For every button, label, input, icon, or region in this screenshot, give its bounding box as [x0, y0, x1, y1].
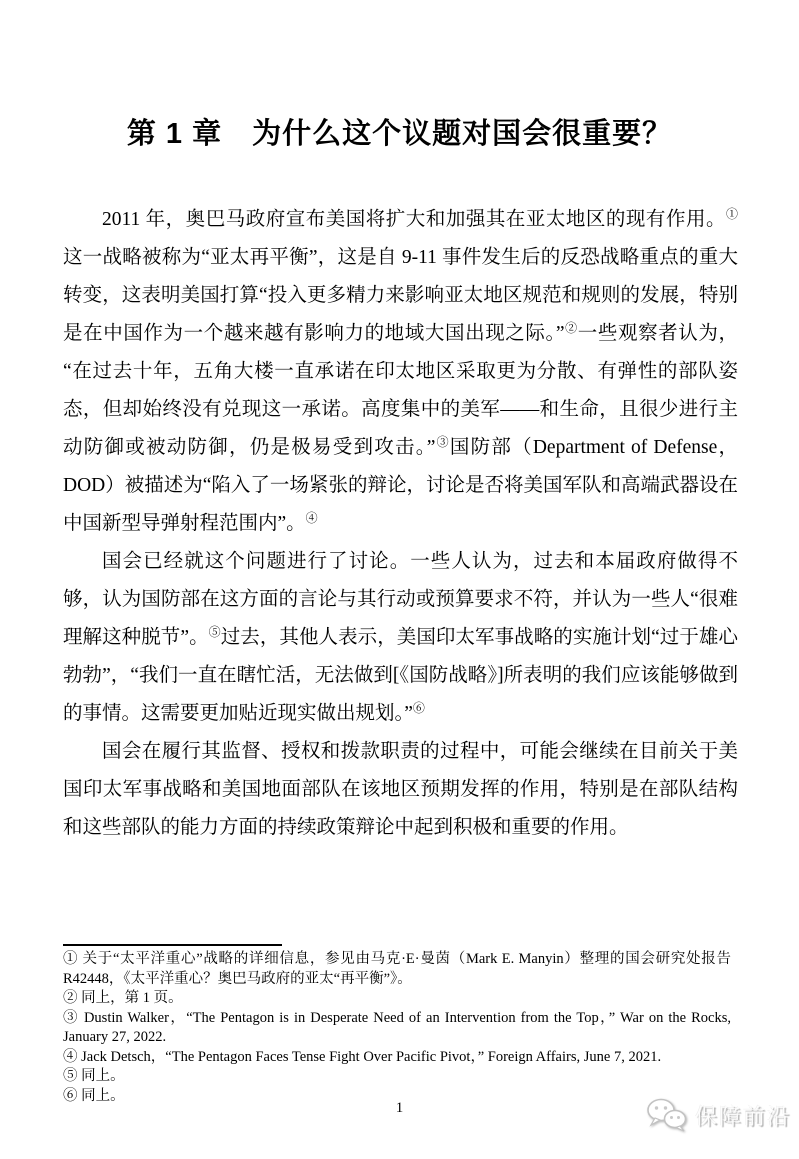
footnote-separator [63, 944, 282, 946]
watermark-label: 保障前沿 [694, 1103, 791, 1129]
wechat-icon [646, 1097, 688, 1133]
footnotes [63, 950, 731, 1106]
watermark [646, 1097, 791, 1133]
footnote-item: ⑥ 同上。 [63, 1087, 125, 1104]
footnote-ref: ③ [435, 435, 450, 449]
footnote-item: ⑤ 同上。 [63, 1068, 125, 1084]
page-title: 第 1 章 为什么这个议题对国会很重要？ [126, 118, 673, 151]
footnote-ref: ① [725, 207, 738, 221]
footnote-item: ① 关于“太平洋重心”战略的详细信息，参见由马克·E·曼茵（Mark E. Manyin）整理的国会研究处报告 R42448，《太平洋重心？奥巴马政府的亚太“再平衡”》。 [63, 951, 731, 987]
footnote-item: ④ Jack Detsch，“The Pentagon Faces Tense Fight Over Pacific Pivot，” Foreign Affairs, June 7, 2021. [63, 1048, 662, 1065]
body-text [63, 201, 738, 847]
body-paragraph: 2011 年，奥巴马政府宣布美国将扩大和加强其在亚太地区的现有作用。①这一战略被称为“亚太再平衡”，这是自 9-11 事件发生后的反恐战略重点的重大转变，这表明美国打算“投入更多精力来影响亚太地区规范和规则的发展，特别是在中国作为一个越来越有影响力的地域大国出现之际。”②一些观察者认为，“在过去十年，五角大楼一直承诺在印太地区采取更为分散、有弹性的部队姿态，但却始终没有兑现这一承诺。高度集中的美军——和生命，且很少进行主动防御或被动防御，仍是极易受到攻击。”③国防部（Department of Defense，DOD）被描述为“陷入了一场紧张的辩论，讨论是否将美国军队和高端武器设在中国新型导弹射程范围内”。④ [63, 207, 738, 534]
footnote-ref: ④ [305, 511, 318, 525]
footnote-item: ② 同上，第 1 页。 [63, 990, 183, 1006]
footnote-ref: ② [564, 321, 578, 335]
page-number: 1 [395, 1100, 404, 1116]
footnote-item: ③ Dustin Walker，“The Pentagon is in Desperate Need of an Intervention from the Top，” War on the Rocks, January 27, 2022. [63, 1009, 731, 1045]
body-paragraph: 国会已经就这个问题进行了讨论。一些人认为，过去和本届政府做得不够，认为国防部在这方面的言论与其行动或预算要求不符，并认为一些人“很难理解这种脱节”。⑤过去，其他人表示，美国印太军事战略的实施计划“过于雄心勃勃”，“我们一直在瞎忙活，无法做到[《国防战略》]所表明的我们应该能够做到的事情。这需要更加贴近现实做出规划。”⑥ [63, 551, 738, 724]
body-paragraph: 国会在履行其监督、授权和拨款职责的过程中，可能会继续在目前关于美国印太军事战略和美国地面部队在该地区预期发挥的作用，特别是在部队结构和这些部队的能力方面的持续政策辩论中起到积极和重要的作用。 [63, 741, 738, 838]
footnote-ref: ⑤ [208, 625, 221, 639]
footnote-ref: ⑥ [412, 701, 425, 715]
